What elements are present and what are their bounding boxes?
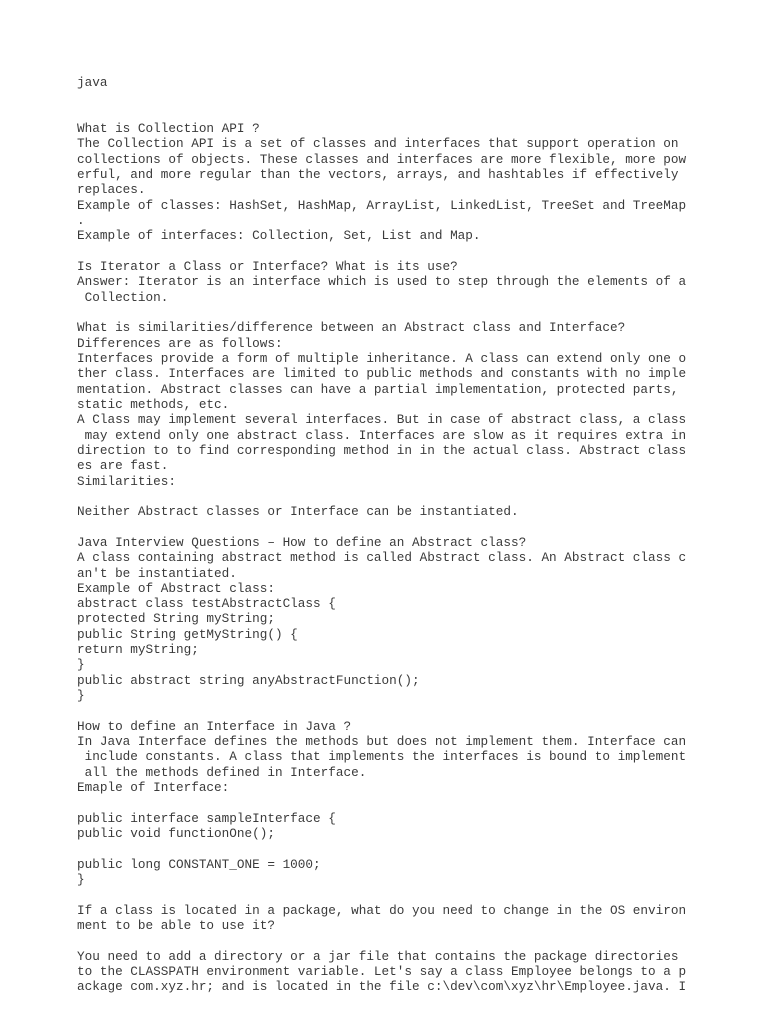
text-line bbox=[77, 90, 717, 105]
text-line: Is Iterator a Class or Interface? What is its use? bbox=[77, 258, 458, 274]
text-line: ackage com.xyz.hr; and is located in the file c:\dev\com\xyz\hr\Employee.java. I bbox=[77, 979, 687, 995]
text-line: Collection. bbox=[77, 289, 169, 305]
text-line: include constants. A class that implements the interfaces is bound to implement bbox=[77, 749, 687, 765]
text-line: an't be instantiated. bbox=[77, 565, 237, 581]
text-line: You need to add a directory or a jar file that contains the package directories bbox=[77, 948, 679, 964]
text-line: Differences are as follows: bbox=[77, 335, 283, 351]
text-line: static methods, etc. bbox=[77, 396, 230, 412]
text-line: . bbox=[77, 212, 85, 228]
text-line: all the methods defined in Interface. bbox=[77, 764, 367, 780]
text-line bbox=[77, 489, 717, 504]
document-page bbox=[77, 75, 717, 995]
text-line: } bbox=[77, 872, 85, 888]
text-line: to the CLASSPATH environment variable. Let's say a class Employee belongs to a p bbox=[77, 964, 687, 980]
text-line: What is similarities/difference between an Abstract class and Interface? bbox=[77, 320, 626, 336]
text-line bbox=[77, 305, 717, 320]
text-line: es are fast. bbox=[77, 458, 169, 474]
text-line: } bbox=[77, 657, 85, 673]
text-line: Interfaces provide a form of multiple inheritance. A class can extend only one o bbox=[77, 350, 687, 366]
text-line: A class containing abstract method is called Abstract class. An Abstract class c bbox=[77, 550, 687, 566]
text-line: A Class may implement several interfaces. But in case of abstract class, a class bbox=[77, 412, 687, 428]
text-line bbox=[77, 887, 717, 902]
text-line bbox=[77, 841, 717, 856]
text-line bbox=[77, 520, 717, 535]
text-line: Similarities: bbox=[77, 473, 176, 489]
text-line: The Collection API is a set of classes and interfaces that support operation on bbox=[77, 136, 679, 152]
text-line: public abstract string anyAbstractFunction(); bbox=[77, 672, 420, 688]
text-line: public long CONSTANT_ONE = 1000; bbox=[77, 856, 321, 872]
text-line: direction to to find corresponding method in in the actual class. Abstract class bbox=[77, 442, 687, 458]
text-line: public String getMyString() { bbox=[77, 626, 298, 642]
text-line: What is Collection API ? bbox=[77, 120, 260, 136]
text-line: In Java Interface defines the methods but does not implement them. Interface can bbox=[77, 734, 687, 750]
text-line: replaces. bbox=[77, 182, 146, 198]
text-line bbox=[77, 106, 717, 121]
text-line: erful, and more regular than the vectors, arrays, and hashtables if effectively bbox=[77, 166, 679, 182]
text-line: return myString; bbox=[77, 642, 199, 658]
text-line bbox=[77, 244, 717, 259]
text-line: ment to be able to use it? bbox=[77, 918, 275, 934]
text-line: protected String myString; bbox=[77, 611, 275, 627]
text-line bbox=[77, 933, 717, 948]
text-line: Java Interview Questions – How to define an Abstract class? bbox=[77, 534, 527, 550]
text-line: Example of classes: HashSet, HashMap, ArrayList, LinkedList, TreeSet and TreeMap bbox=[77, 197, 687, 213]
text-line: mentation. Abstract classes can have a partial implementation, protected parts, bbox=[77, 381, 679, 397]
text-line: collections of objects. These classes and interfaces are more flexible, more pow bbox=[77, 151, 687, 167]
text-line: Example of interfaces: Collection, Set, List and Map. bbox=[77, 228, 481, 244]
text-line: If a class is located in a package, what do you need to change in the OS environ bbox=[77, 902, 687, 918]
text-line: Neither Abstract classes or Interface can be instantiated. bbox=[77, 504, 519, 520]
text-line: abstract class testAbstractClass { bbox=[77, 596, 336, 612]
text-line: Answer: Iterator is an interface which is used to step through the elements of a bbox=[77, 274, 687, 290]
text-line bbox=[77, 795, 717, 810]
text-line: public interface sampleInterface { bbox=[77, 810, 336, 826]
text-line: Emaple of Interface: bbox=[77, 780, 230, 796]
text-line: java bbox=[77, 75, 108, 90]
text-line bbox=[77, 703, 717, 718]
text-line: } bbox=[77, 688, 85, 704]
text-line: ther class. Interfaces are limited to public methods and constants with no imple bbox=[77, 366, 687, 382]
text-line: public void functionOne(); bbox=[77, 826, 275, 842]
text-line: Example of Abstract class: bbox=[77, 580, 275, 596]
text-line: may extend only one abstract class. Interfaces are slow as it requires extra in bbox=[77, 427, 687, 443]
text-line: How to define an Interface in Java ? bbox=[77, 718, 352, 734]
